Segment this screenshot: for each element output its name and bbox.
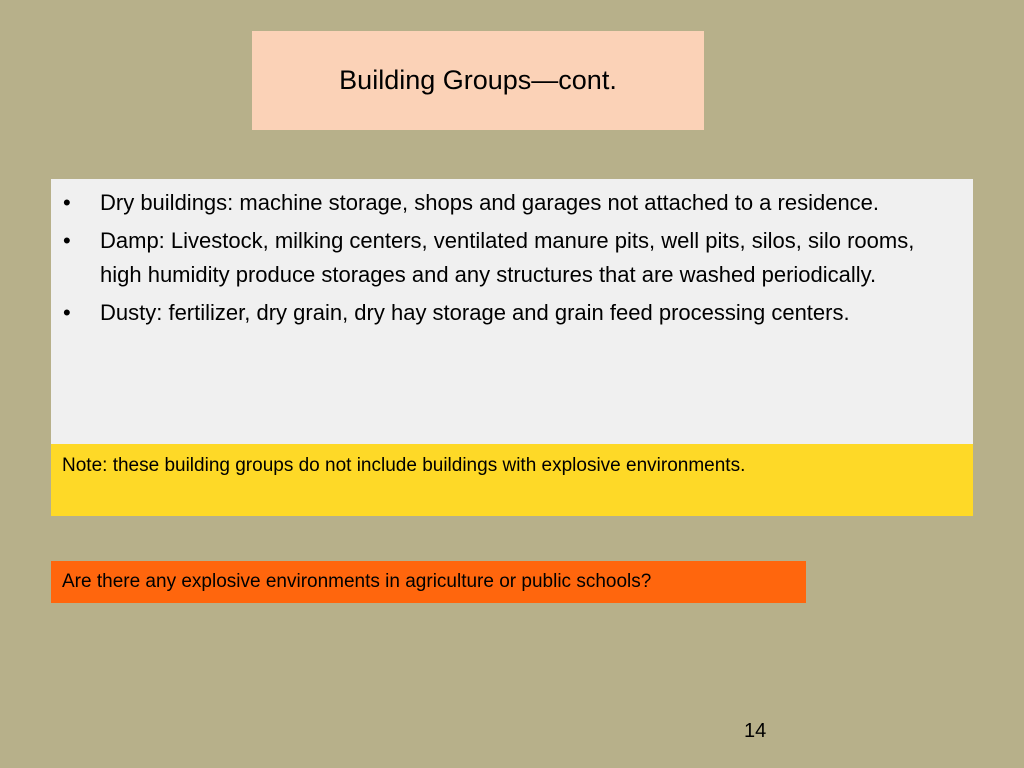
list-item-text: Damp: Livestock, milking centers, ventilated manure pits, well pits, silos, silo rooms, high humidity produce storages and any structures that are washed periodically. (100, 228, 915, 287)
bullet-list-box (51, 179, 973, 444)
title-box (252, 31, 704, 130)
list-item (63, 296, 953, 330)
note-text: Note: these building groups do not include buildings with explosive environments. (62, 455, 746, 476)
list-item (63, 224, 953, 292)
question-box (51, 561, 806, 603)
note-box (51, 444, 973, 516)
page-number: 14 (744, 720, 767, 742)
bullet-icon: • (63, 190, 71, 215)
bullet-list (63, 186, 953, 330)
question-text: Are there any explosive environments in agriculture or public schools? (62, 571, 652, 592)
list-item (63, 186, 953, 220)
list-item-text: Dry buildings: machine storage, shops and garages not attached to a residence. (100, 190, 880, 215)
list-item-text: Dusty: fertilizer, dry grain, dry hay storage and grain feed processing centers. (100, 300, 850, 325)
bullet-icon: • (63, 300, 71, 325)
slide-title: Building Groups—cont. (339, 65, 617, 95)
bullet-icon: • (63, 228, 71, 253)
